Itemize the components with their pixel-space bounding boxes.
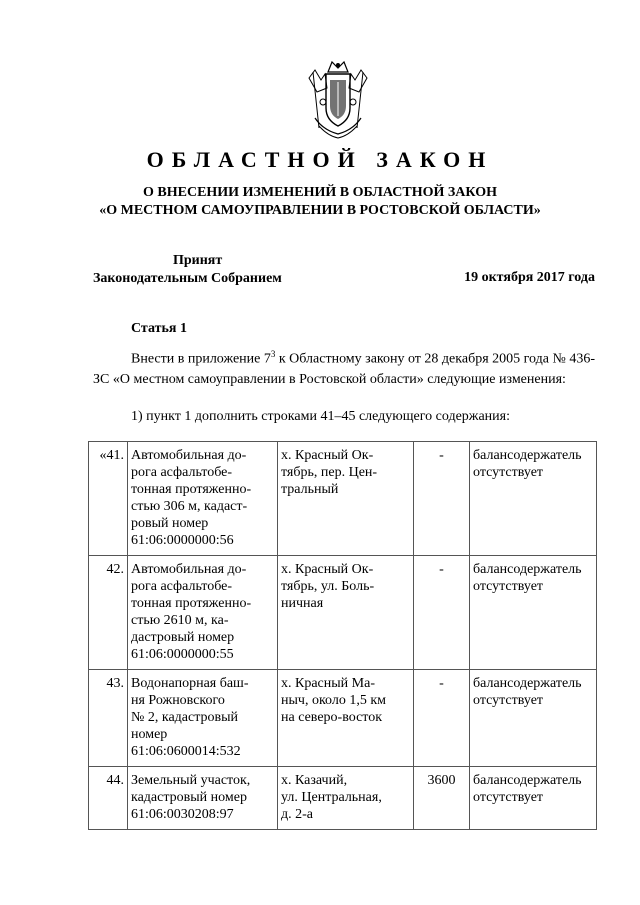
adopted-label: Принят — [173, 253, 223, 268]
row-number: 43. — [89, 670, 128, 767]
area-cell: - — [414, 556, 470, 670]
object-name-cell: Автомобильная до- рога асфальтобе- тонная протяженно- стью 306 м, кадаст- ровый номер 61:06:0000000:56 — [128, 442, 278, 556]
area-cell: 3600 — [414, 767, 470, 830]
table-row — [89, 767, 597, 830]
location-cell: х. Красный Ок- тябрь, пер. Цен- тральный — [278, 442, 414, 556]
article-point: 1) пункт 1 дополнить строками 41–45 следующего содержания: — [131, 409, 510, 424]
holder-cell: балансодержатель отсутствует — [470, 767, 597, 830]
adoption-date: 19 октября 2017 года — [464, 270, 595, 285]
table-row — [89, 556, 597, 670]
law-subtitle-line2: «О МЕСТНОМ САМОУПРАВЛЕНИИ В РОСТОВСКОЙ ОБЛАСТИ» — [99, 203, 541, 218]
location-cell: х. Красный Ма- ныч, около 1,5 км на северо-восток — [278, 670, 414, 767]
adoption-block — [93, 252, 282, 288]
paragraph-superscript: 3 — [270, 349, 276, 359]
area-cell: - — [414, 670, 470, 767]
location-cell: х. Казачий, ул. Центральная, д. 2-а — [278, 767, 414, 830]
paragraph-text-b: к Областному закону от 28 декабря 2005 года № 436-ЗС «О местном самоуправлении в Ростовской области» следующие изменения: — [93, 351, 595, 387]
holder-cell: балансодержатель отсутствует — [470, 556, 597, 670]
table-row — [89, 442, 597, 556]
object-name-cell: Водонапорная баш- ня Рожновского № 2, кадастровый номер 61:06:0600014:532 — [128, 670, 278, 767]
article-paragraph — [93, 344, 595, 390]
object-name-cell: Автомобильная до- рога асфальтобе- тонная протяженно- стью 2610 м, ка- дастровый номер 61:06:0000000:55 — [128, 556, 278, 670]
location-cell: х. Красный Ок- тябрь, ул. Боль- ничная — [278, 556, 414, 670]
law-title: ОБЛАСТНОЙ ЗАКОН — [146, 147, 494, 172]
paragraph-text-a: Внести в приложение 7 — [131, 351, 271, 367]
object-name-cell: Земельный участок, кадастровый номер 61:06:0030208:97 — [128, 767, 278, 830]
law-subtitle-line1: О ВНЕСЕНИИ ИЗМЕНЕНИЙ В ОБЛАСТНОЙ ЗАКОН — [143, 185, 497, 200]
objects-table — [88, 441, 597, 830]
row-number: 42. — [89, 556, 128, 670]
coat-of-arms-icon — [303, 58, 373, 140]
table-row — [89, 670, 597, 767]
adopted-by: Законодательным Собранием — [93, 271, 282, 286]
row-number: «41. — [89, 442, 128, 556]
holder-cell: балансодержатель отсутствует — [470, 670, 597, 767]
row-number: 44. — [89, 767, 128, 830]
holder-cell: балансодержатель отсутствует — [470, 442, 597, 556]
area-cell: - — [414, 442, 470, 556]
article-heading: Статья 1 — [131, 321, 187, 336]
